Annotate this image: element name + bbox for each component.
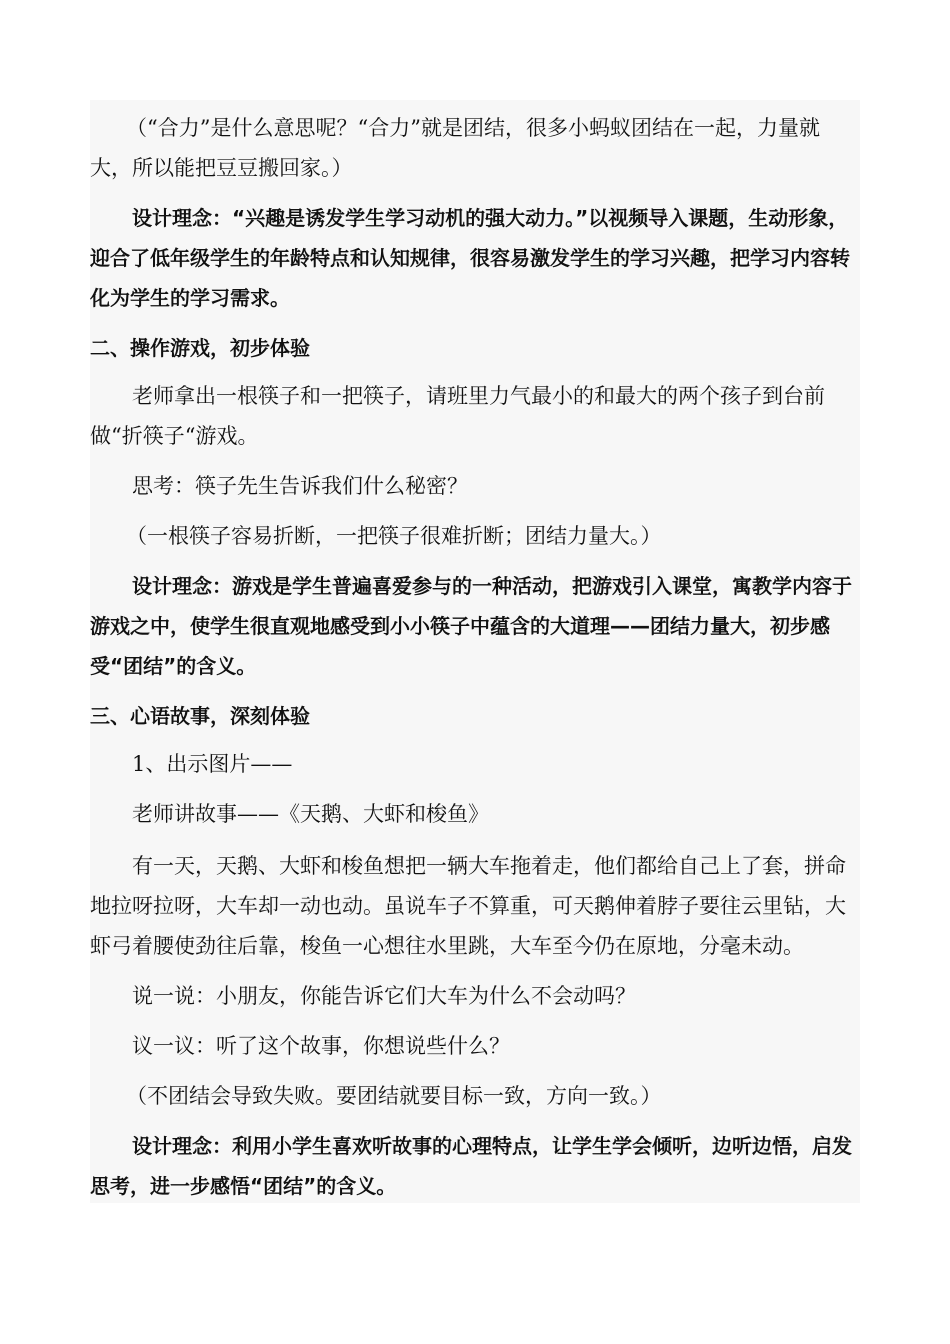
paragraph-show-picture: 1、出示图片—— (132, 752, 293, 776)
paragraph-heli-explanation: （“合力”是什么意思呢？“合力”就是团结，很多小蚂蚁团结在一起，力量就大，所以能把豆豆搬回家。） (90, 116, 820, 180)
design-concept-label: 设计理念： (132, 1134, 232, 1158)
design-concept-label: 设计理念： (132, 206, 232, 230)
design-concept-2 (90, 566, 860, 686)
paragraph-answer-2: （不团结会导致失败。要团结就要目标一致，方向一致。） (126, 1084, 662, 1108)
design-concept-text: 游戏是学生普遍喜爱参与的一种活动，把游戏引入课堂，寓教学内容于游戏之中，使学生很直观地感受到小小筷子中蕴含的大道理——团结力量大，初步感受“团结”的含义。 (90, 574, 852, 678)
section-heading-2: 二、操作游戏，初步体验 (90, 336, 310, 360)
paragraph-think: 思考：筷子先生告诉我们什么秘密？ (132, 474, 468, 498)
paragraph-answer-1: （一根筷子容易折断，一把筷子很难折断；团结力量大。） (126, 524, 662, 548)
paragraph-story: 有一天，天鹅、大虾和梭鱼想把一辆大车拖着走，他们都给自己上了套，拼命地拉呀拉呀，大车却一动也动。虽说车子不算重，可天鹅伸着脖子要往云里钻，大虾弓着腰使劲往后靠，梭鱼一心想往水里跳，大车至今仍在原地，分毫未动。 (90, 854, 846, 958)
document-page (90, 100, 860, 1203)
section-heading-3: 三、心语故事，深刻体验 (90, 704, 310, 728)
paragraph-discuss: 议一议：听了这个故事，你想说些什么？ (132, 1034, 510, 1058)
paragraph-chopsticks-game: 老师拿出一根筷子和一把筷子，请班里力气最小的和最大的两个孩子到台前做“折筷子“游戏。 (90, 384, 825, 448)
paragraph-say: 说一说：小朋友，你能告诉它们大车为什么不会动吗？ (132, 984, 636, 1008)
paragraph-story-title: 老师讲故事——《天鹅、大虾和梭鱼》 (132, 802, 489, 826)
design-concept-3 (90, 1126, 860, 1206)
design-concept-label: 设计理念： (132, 574, 232, 598)
design-concept-text: “兴趣是诱发学生学习动机的强大动力。”以视频导入课题，生动形象，迎合了低年级学生的年龄特点和认知规律，很容易激发学生的学习兴趣，把学习内容转化为学生的学习需求。 (90, 206, 850, 310)
design-concept-text: 利用小学生喜欢听故事的心理特点，让学生学会倾听，边听边悟，启发思考，进一步感悟“团结”的含义。 (90, 1134, 852, 1198)
design-concept-1 (90, 198, 860, 318)
